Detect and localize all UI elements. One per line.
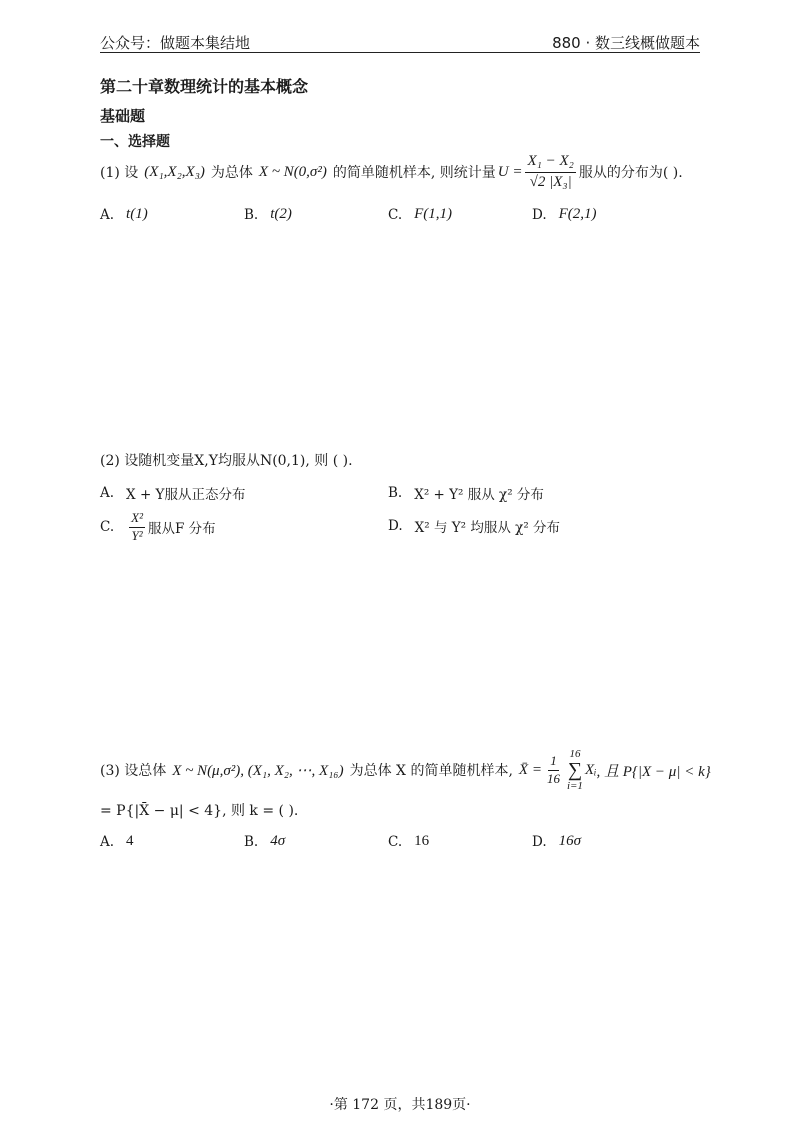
option-text: t(1) xyxy=(126,206,148,222)
q1-stat-lhs: U = xyxy=(497,163,523,180)
q1-option-b[interactable] xyxy=(244,206,292,223)
q3-mid: 为总体 X 的简单随机样本, xyxy=(349,763,513,779)
option-text: 16 xyxy=(414,833,430,849)
option-text: X² + Y² 服从 χ² 分布 xyxy=(414,487,544,503)
sum-lower-limit: i=1 xyxy=(566,779,583,792)
q1-mid2: 的简单随机样本, 则统计量 xyxy=(332,165,496,181)
sum-upper-limit: 16 xyxy=(569,747,581,760)
q3-option-a[interactable] xyxy=(100,833,134,850)
header-rule xyxy=(100,52,700,53)
option-label: B. xyxy=(244,206,259,223)
option-label: D. xyxy=(532,833,547,850)
fraction-numerator: 1 xyxy=(548,754,559,771)
question-3-stem-line2: = P{|X̄ − μ| < 4}, 则 k = ( ). xyxy=(100,803,299,819)
q2-option-c-fraction xyxy=(129,511,145,544)
q1-stat-fraction xyxy=(525,153,575,191)
option-text: 服从F 分布 xyxy=(147,521,216,537)
header-left: 公众号：做题本集结地 xyxy=(100,34,251,52)
q2-option-b[interactable] xyxy=(388,483,544,503)
q3-summation xyxy=(567,749,583,792)
q2-option-c[interactable] xyxy=(100,508,216,546)
q1-suffix: 服从的分布为( ). xyxy=(578,165,683,181)
option-label: A. xyxy=(100,833,115,850)
q1-dist: X ~ N(0,σ²) xyxy=(258,163,327,180)
q1-stat-denominator: √2 |X₃| xyxy=(529,173,572,190)
sum-symbol: ∑ xyxy=(567,758,583,781)
fraction-denominator: 16 xyxy=(546,770,560,786)
option-text: 4 xyxy=(126,833,134,849)
q3-mean-fraction xyxy=(545,754,562,787)
q3-prefix: (3) 设总体 xyxy=(100,763,167,779)
option-label: D. xyxy=(532,206,547,223)
option-text: F(2,1) xyxy=(558,206,597,222)
option-text: 16σ xyxy=(558,833,582,849)
subsection-title: 一、选择题 xyxy=(100,134,170,150)
option-text: 4σ xyxy=(270,833,286,849)
option-text: F(1,1) xyxy=(414,206,453,222)
chapter-title: 第二十章数理统计的基本概念 xyxy=(100,77,309,96)
q2-option-d[interactable] xyxy=(388,516,560,536)
option-text: X² 与 Y² 均服从 χ² 分布 xyxy=(414,520,561,536)
question-1-stem xyxy=(100,152,683,192)
q3-tail: , 且 P{|X − μ| < k} xyxy=(596,763,711,780)
page-footer: ·第 172 页，共189页· xyxy=(329,1097,471,1113)
q3-sum-term: Xᵢ xyxy=(584,761,597,778)
q1-option-d[interactable] xyxy=(532,206,597,223)
q1-stat-numerator: X₁ − X₂ xyxy=(525,153,575,172)
q2-option-a[interactable] xyxy=(100,483,245,503)
q3-dist: X ~ N(μ,σ²), (X₁, X₂, ⋯, X₁₆) xyxy=(172,762,344,779)
q3-mean-lhs: X̄ = xyxy=(518,761,542,778)
option-text: t(2) xyxy=(270,206,292,222)
option-label: B. xyxy=(388,485,403,501)
section-title: 基础题 xyxy=(100,107,146,125)
q1-prefix: (1) 设 xyxy=(100,165,139,181)
question-3-stem-line1 xyxy=(100,748,711,792)
q1-option-c[interactable] xyxy=(388,206,452,223)
q3-option-d[interactable] xyxy=(532,833,581,850)
q1-mid: 为总体 xyxy=(210,165,253,181)
header-right: 880 · 数三线概做题本 xyxy=(552,34,700,52)
option-label: C. xyxy=(388,206,403,223)
option-label: A. xyxy=(100,206,115,223)
option-label: C. xyxy=(100,519,115,535)
option-label: C. xyxy=(388,833,403,850)
question-2-stem: (2) 设随机变量X,Y均服从N(0,1), 则 ( ). xyxy=(100,453,353,469)
option-text: X + Y服从正态分布 xyxy=(126,487,246,503)
q1-tuple: (X₁,X₂,X₃) xyxy=(144,163,205,180)
q1-option-a[interactable] xyxy=(100,206,148,223)
fraction-denominator: Y² xyxy=(131,527,143,543)
q3-option-b[interactable] xyxy=(244,833,285,850)
fraction-numerator: X² xyxy=(129,511,145,528)
option-label: D. xyxy=(388,518,403,534)
option-label: A. xyxy=(100,485,115,501)
q3-option-c[interactable] xyxy=(388,833,429,850)
option-label: B. xyxy=(244,833,259,850)
